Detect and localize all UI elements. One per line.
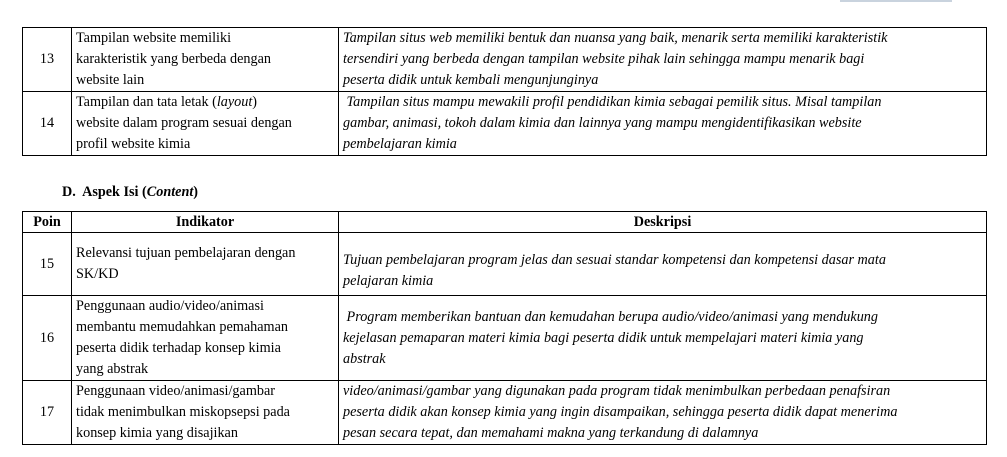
indikator-line: SK/KD — [76, 266, 119, 282]
deskripsi-cell — [339, 233, 987, 296]
table-row — [23, 233, 987, 296]
indikator-cell — [72, 381, 339, 445]
deskripsi-line: Program memberikan bantuan dan kemudahan berupa audio/video/animasi yang mendukung — [343, 308, 878, 325]
indikator-line: peserta didik terhadap konsep kimia — [76, 340, 281, 356]
poin-cell: 13 — [23, 28, 72, 92]
indikator-line: konsep kimia yang disajikan — [76, 425, 238, 441]
deskripsi-cell — [339, 28, 987, 92]
table-row — [23, 296, 987, 381]
content-aspect-table — [22, 211, 987, 445]
aspect-table-continued — [22, 27, 987, 156]
poin-cell: 17 — [23, 381, 72, 445]
deskripsi-line: peserta didik akan konsep kimia yang ingin disampaikan, sehingga peserta didik dapat menerima — [343, 404, 898, 420]
deskripsi-line: kejelasan pemaparan materi kimia bagi peserta didik untuk mempelajari materi kimia yang — [343, 329, 864, 346]
section-heading — [62, 182, 198, 203]
section-heading-sub: Content — [146, 184, 194, 200]
indikator-cell — [72, 92, 339, 156]
section-heading-label: D. Aspek Isi ( — [62, 184, 147, 200]
header-poin: Poin — [23, 212, 72, 233]
deskripsi-cell — [339, 296, 987, 381]
deskripsi-line: tersendiri yang berbeda dengan tampilan website pihak lain sehingga mampu menarik bagi — [343, 51, 865, 67]
top-edge-decoration — [840, 0, 952, 2]
indikator-line: Tampilan dan tata letak (layout) — [76, 94, 258, 110]
indikator-line: tidak menimbulkan miskopsepsi pada — [76, 404, 290, 420]
poin-cell: 15 — [23, 233, 72, 296]
indikator-line: website lain — [76, 72, 145, 88]
deskripsi-line: pelajaran kimia — [343, 273, 434, 289]
poin-cell: 14 — [23, 92, 72, 156]
deskripsi-line: pembelajaran kimia — [343, 136, 457, 152]
indikator-line: profil website kimia — [76, 136, 191, 152]
deskripsi-line: video/animasi/gambar yang digunakan pada program tidak menimbulkan perbedaan penafsiran — [343, 383, 891, 399]
table-row — [23, 381, 987, 445]
indikator-line: Tampilan website memiliki — [76, 30, 232, 46]
indikator-cell — [72, 233, 339, 296]
indikator-line: website dalam program sesuai dengan — [76, 115, 292, 131]
header-indikator: Indikator — [72, 212, 339, 233]
indikator-line: Penggunaan audio/video/animasi — [76, 298, 264, 314]
indikator-line: membantu memudahkan pemahaman — [76, 319, 288, 335]
indikator-line: yang abstrak — [76, 361, 149, 377]
deskripsi-line: Tujuan pembelajaran program jelas dan sesuai standar kompetensi dan kompetensi dasar mata — [343, 252, 886, 268]
table-header-row — [23, 212, 987, 233]
deskripsi-line: pesan secara tepat, dan memahami makna yang terkandung di dalamnya — [343, 425, 759, 441]
indikator-cell — [72, 296, 339, 381]
header-deskripsi: Deskripsi — [339, 212, 987, 233]
deskripsi-line: abstrak — [343, 350, 386, 367]
deskripsi-line: Tampilan situs web memiliki bentuk dan nuansa yang baik, menarik serta memiliki karakteristik — [343, 30, 888, 46]
indikator-line: Penggunaan video/animasi/gambar — [76, 383, 275, 399]
table-row — [23, 92, 987, 156]
indikator-line: karakteristik yang berbeda dengan — [76, 51, 271, 67]
deskripsi-cell — [339, 92, 987, 156]
deskripsi-line: Tampilan situs mampu mewakili profil pendidikan kimia sebagai pemilik situs. Misal tampilan — [343, 94, 882, 110]
section-heading-close: ) — [193, 184, 199, 200]
table-row — [23, 28, 987, 92]
deskripsi-line: peserta didik untuk kembali mengunjunginya — [343, 72, 599, 88]
indikator-line: Relevansi tujuan pembelajaran dengan — [76, 245, 296, 261]
indikator-cell — [72, 28, 339, 92]
deskripsi-cell — [339, 381, 987, 445]
poin-cell: 16 — [23, 296, 72, 381]
deskripsi-line: gambar, animasi, tokoh dalam kimia dan lainnya yang mampu mengidentifikasikan website — [343, 115, 862, 131]
